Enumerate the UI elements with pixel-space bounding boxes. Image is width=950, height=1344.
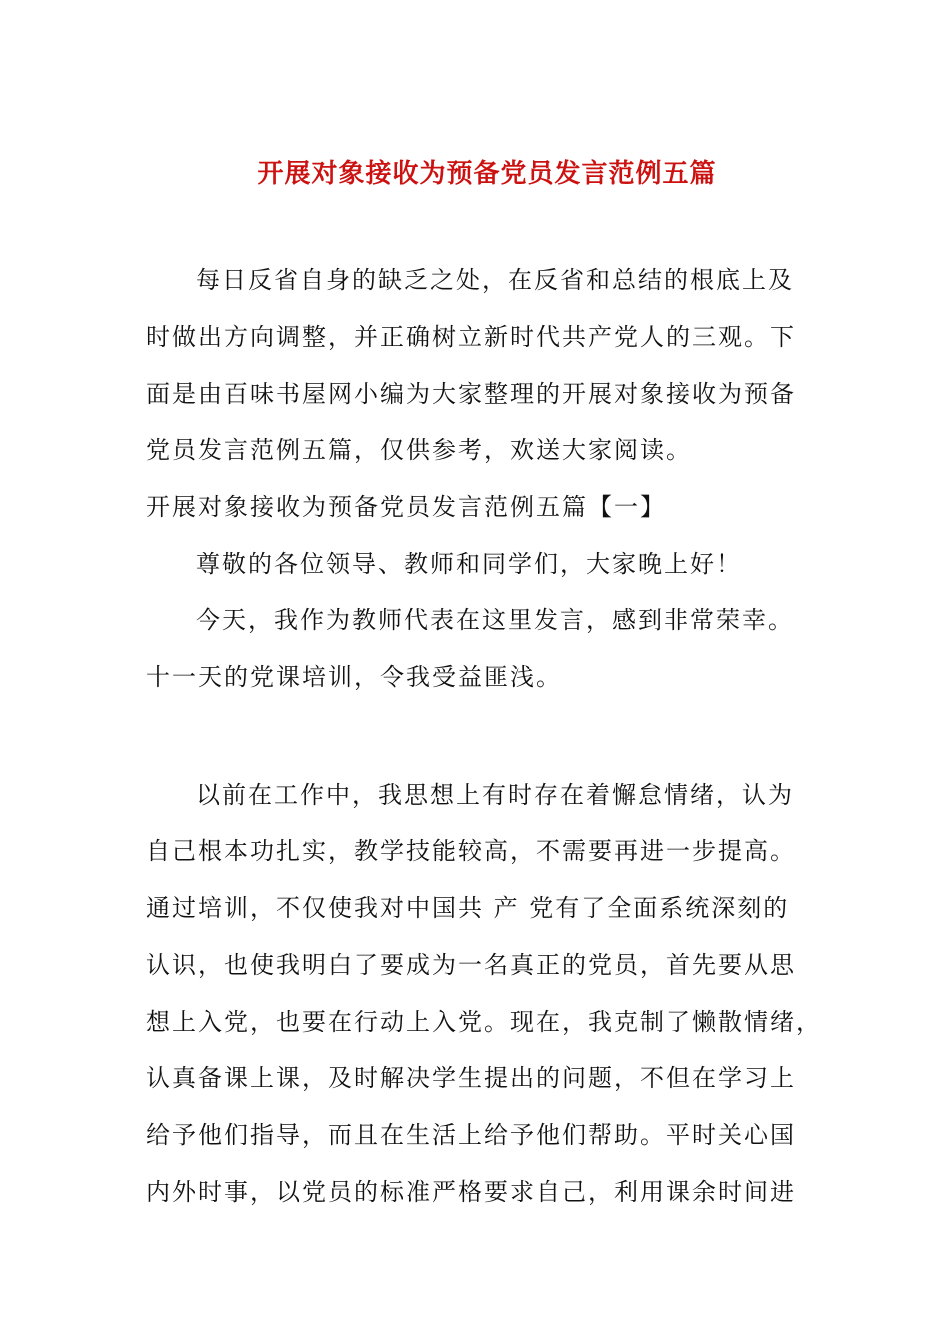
paragraph-line: 以前在工作中，我思想上有时存在着懈怠情绪，认为 [196, 781, 794, 809]
paragraph-line: 内外时事，以党员的标准严格要求自己，利用课余时间进 [146, 1178, 796, 1206]
document-title: 开展对象接收为预备党员发言范例五篇 [257, 159, 717, 189]
paragraph-line: 十一天的党课培训，令我受益匪浅。 [146, 663, 562, 691]
paragraph-line: 认真备课上课，及时解决学生提出的问题，不但在学习上 [146, 1064, 796, 1092]
paragraph-line: 通过培训，不仅使我对中国共 产 党有了全面系统深刻的 [146, 894, 790, 922]
paragraph-line: 面是由百味书屋网小编为大家整理的开展对象接收为预备 [146, 380, 796, 408]
paragraph-line: 认识，也使我明白了要成为一名真正的党员，首先要从思 [146, 951, 796, 979]
paragraph-line: 尊敬的各位领导、教师和同学们，大家晚上好！ [196, 550, 742, 578]
section-heading: 开展对象接收为预备党员发言范例五篇【一】 [146, 493, 666, 521]
paragraph-line: 每日反省自身的缺乏之处，在反省和总结的根底上及 [196, 266, 794, 294]
paragraph-line: 自己根本功扎实，教学技能较高，不需要再进一步提高。 [146, 837, 796, 865]
paragraph-line: 想上入党，也要在行动上入党。现在，我克制了懒散情绪， [146, 1008, 822, 1036]
paragraph-line: 时做出方向调整，并正确树立新时代共产党人的三观。下 [146, 323, 796, 351]
paragraph-line: 今天，我作为教师代表在这里发言，感到非常荣幸。 [196, 606, 794, 634]
paragraph-line: 给予他们指导，而且在生活上给予他们帮助。平时关心国 [146, 1121, 796, 1149]
paragraph-line: 党员发言范例五篇，仅供参考，欢送大家阅读。 [146, 436, 692, 464]
